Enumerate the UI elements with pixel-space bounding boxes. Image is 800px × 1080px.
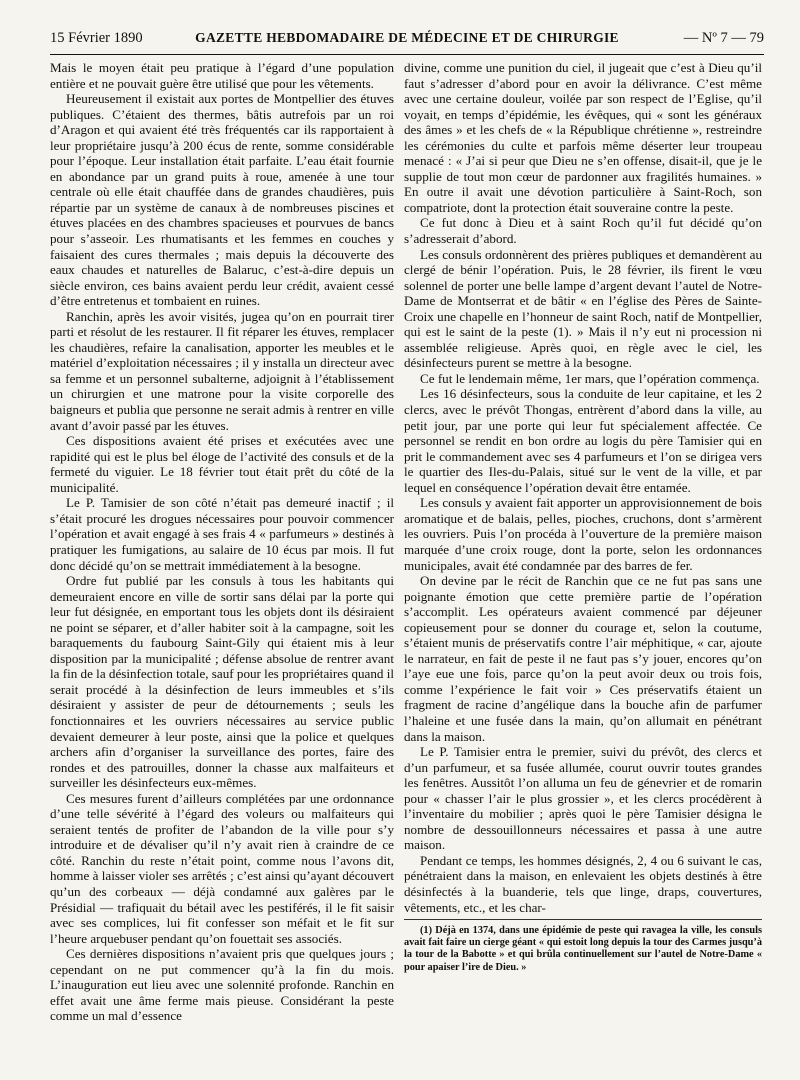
issue-date: 15 Février 1890 [50, 30, 143, 46]
paragraph: Le P. Tamisier entra le premier, suivi du prévôt, des clercs et d’un parfumeur, et sa fusée allumée, courut ouvrir toutes grandes les fenêtres. Aussitôt l’on alluma un feu de génevrier et de romarin pour « chasser l’air le plus grossier », et les clercs procédèrent à l’inventaire du mobilier ; après quoi le père Tamisier désigna le nombre de dessouillonneurs nécessaires et passa à une autre maison. [404, 744, 762, 853]
paragraph: Heureusement il existait aux portes de Montpellier des étuves publiques. C’étaient des thermes, bâtis autrefois par un roi d’Aragon et qui avaient été très fréquentés car ils rapportaient à leur propriétaire jusqu’à 200 écus de rente, somme considérable pour l’époque. Leur installation était parfaite. L’eau était fournie en abondance par un grand puits à roue, amenée à une tour centrale où elle était chauffée dans de grandes chaudières, puis répartie par un système de canaux à de nombreuses piscines et étuves placées en des chambres spacieuses et pourvues de bancs pour s’asseoir. Les rhumatisants et les femmes en couches y faisaient des cures thermales ; mais depuis la découverte des eaux chaudes et naturelles de Balaruc, c’est-à-dire depuis un siècle environ, ces bains avaient perdu leur crédit, avaient cessé d’être entretenus et tombaient en ruines. [50, 91, 394, 309]
paragraph: Ce fut donc à Dieu et à saint Roch qu’il fut décidé qu’on s’adresserait d’abord. [404, 215, 762, 247]
paragraph: divine, comme une punition du ciel, il jugeait que c’est à Dieu qu’il faut s’adresser d’abord pour en avoir la délivrance. C’est même avec une certaine douleur, voilée par son respect de l’Eglise, qu’il voyait, en temps d’épidémie, les évêques, qui « sont les généraux des âmes » et les chefs de « la République chrétienne », restreindre les cérémonies du culte et parfois même déserter leur troupeau menacé : « J’ai si peur que Dieu ne s’en offense, disait-il, que je le supplie de tout mon cœur de pardonner aux fragilités humaines. » En outre il avait une dévotion particulière à Saint-Roch, son compatriote, dont la protection était souveraine contre la peste. [404, 60, 762, 215]
footnote: (1) Déjà en 1374, dans une épidémie de peste qui ravagea la ville, les consuls avait fait faire un cierge géant « qui estoit long depuis la tour des Carmes jusqu’à la tour de la Babotte » et qui brûla continuellement sur l’autel de Notre-Dame « pour apaiser l’ire de Dieu. » [404, 925, 762, 973]
paragraph: Pendant ce temps, les hommes désignés, 2, 4 ou 6 suivant le cas, pénétraient dans la maison, en enlevaient les objets destinés à être désinfectés à la buanderie, tels que linge, draps, couvertures, vêtements, etc., et les char- [404, 852, 762, 915]
left-column [50, 60, 394, 1024]
header-rule [50, 54, 764, 55]
right-column [404, 60, 762, 974]
journal-title: GAZETTE HEBDOMADAIRE DE MÉDECINE ET DE CHIRURGIE [195, 30, 619, 45]
paragraph: Ordre fut publié par les consuls à tous les habitants qui demeuraient encore en ville de sortir sans délai par la porte qui leur fut désignée, en emportant tous les objets dont ils désiraient ne point se séparer, et d’aller habiter soit à la campagne, soit les baraquements du faubourg Saint-Gily qui étaient mis à leur disposition par la municipalité ; défense absolue de rentrer avant la fin de la désinfection totale, sauf pour les propriétaires quand il serait procédé à la désinfection de leurs immeubles et s’ils désiraient y assister de peur de détournements ; seuls les fonctionnaires et les ouvriers nécessaires au service public devaient demeurer à leur poste, ainsi que la police et quelques archers afin d’organiser la surveillance des portes, faire des rondes et des patrouilles, donner la chasse aux malfaiteurs et surveiller les désinfecteurs eux-mêmes. [50, 573, 394, 791]
paragraph: Ces dernières dispositions n’avaient pris que quelques jours ; cependant on ne put commencer qu’à la fin du mois. L’inauguration eut lieu avec une solennité profonde. Ranchin en effet avait une âme ferme mais pieuse. Considérant la peste comme un mal d’essence [50, 946, 394, 1024]
paragraph: Ces dispositions avaient été prises et exécutées avec une rapidité qui est le plus bel éloge de l’activité des consuls et de la fermeté du viguier. Le 18 février tout était prêt du côté de la municipalité. [50, 433, 394, 495]
paragraph: Ce fut le lendemain même, 1er mars, que l’opération commença. [420, 370, 760, 386]
paragraph: Ces mesures furent d’ailleurs complétées par une ordonnance d’une telle sévérité à l’égard des voleurs ou malfaiteurs qui seraient tentés de profiter de l’abandon de la ville pour s’y introduire et de dévaliser qu’il n’y avait rien à craindre de ce côté. Ranchin du reste n’était point, comme nous l’avons dit, homme à laisser violer ses arrêtés ; c’est ainsi qu’ayant découvert qu’un des corbeaux — déjà condamné aux galères par le Présidial — trafiquait du bétail avec les pestiférés, il le fit saisir avec ses complices, lui fit confesser son méfait et le fit sur l’heure arquebuser pendant qu’on fouettait ses associés. [50, 790, 394, 946]
paragraph: Les 16 désinfecteurs, sous la conduite de leur capitaine, et les 2 clercs, avec le prévôt Thongas, entrèrent d’abord dans la ville, au petit jour, par une porte qui leur fut spécialement affectée. Ce personnel se rendit en bon ordre au logis du père Tamisier qui en prit le commandement avec ses 4 parfumeurs et l’on se dirigea vers le quartier des Iles-du-Palais, situé sur le vent de la ville, et par lequel en conséquence l’opération devait être entamée. [404, 386, 762, 495]
paragraph: Ranchin, après les avoir visités, jugea qu’on en pourrait tirer parti et résolut de les restaurer. Il fit réparer les étuves, remplacer les chaudières, refaire la canalisation, apporter les meubles et le matériel d’exploitation nécessaires ; il y installa un directeur avec sa femme et un personnel subalterne, adjoignit à l’établissement un chirurgien et une matrone pour la visite corporelle des baigneurs et publia que personne ne serait admis à rentrer en ville avant d’avoir passé par les étuves. [50, 308, 394, 433]
running-header [50, 30, 764, 52]
page-number: — Nº 7 — 79 [683, 30, 764, 46]
paragraph: Mais le moyen était peu pratique à l’égard d’une population entière et ne pouvait guère être utilisé que pour les vêtements. [50, 60, 394, 91]
paragraph: Les consuls ordonnèrent des prières publiques et demandèrent au clergé de bénir l’opération. Puis, le 28 février, ils firent le vœu solennel de porter une belle lampe d’argent devant l’autel de Notre-Dame de Montserrat et de bâtir « en l’église des Pères de Sainte-Croix une chapelle en l’honneur de saint Roch, natif de Montpellier, qui est le saint de la peste (1). » Mais il n’y eut ni procession ni assemblée religieuse. Après quoi, en règle avec le ciel, les désinfecteurs purent se mettre à la besogne. [404, 246, 762, 371]
paragraph: On devine par le récit de Ranchin que ce ne fut pas sans une poignante émotion que cette première partie de l’opération s’accomplit. Les opérateurs avaient commencé par déjeuner copieusement pour se donner du courage et, selon la coutume, s’étaient munis de préservatifs contre l’air méphitique, « car, ajoute le narrateur, en fait de peste il ne faut pas s’y jouer, encores qu’on l’aye eue une fois, parce qu’on la peut avoir deux ou trois fois, comme l’expérience le fait voir » Ces préservatifs étaient un fragment de racine d’angélique dans la bouche afin de parfumer l’haleine et une fusée dans la main, qu’on allumait en pénétrant dans la maison. [404, 573, 762, 744]
paragraph: Les consuls y avaient fait apporter un approvisionnement de bois aromatique et de balais, pelles, pioches, cruchons, dont s’armèrent les ouvriers. Puis l’on procéda à l’ouverture de la première maison marquée d’une croix rouge, dont la porte, selon les ordonnances municipales, avait été condamnée par des barres de fer. [404, 495, 762, 573]
paragraph: Le P. Tamisier de son côté n’était pas demeuré inactif ; il s’était procuré les drogues nécessaires pour pouvoir commencer l’opération et avait engagé à ses frais 4 « parfumeurs » destinés à pratiquer les fumigations, au salaire de 10 écus par mois. Il fut donc décidé qu’on se mettrait immédiatement à la besogne. [50, 495, 394, 573]
footnote-rule [404, 919, 762, 920]
